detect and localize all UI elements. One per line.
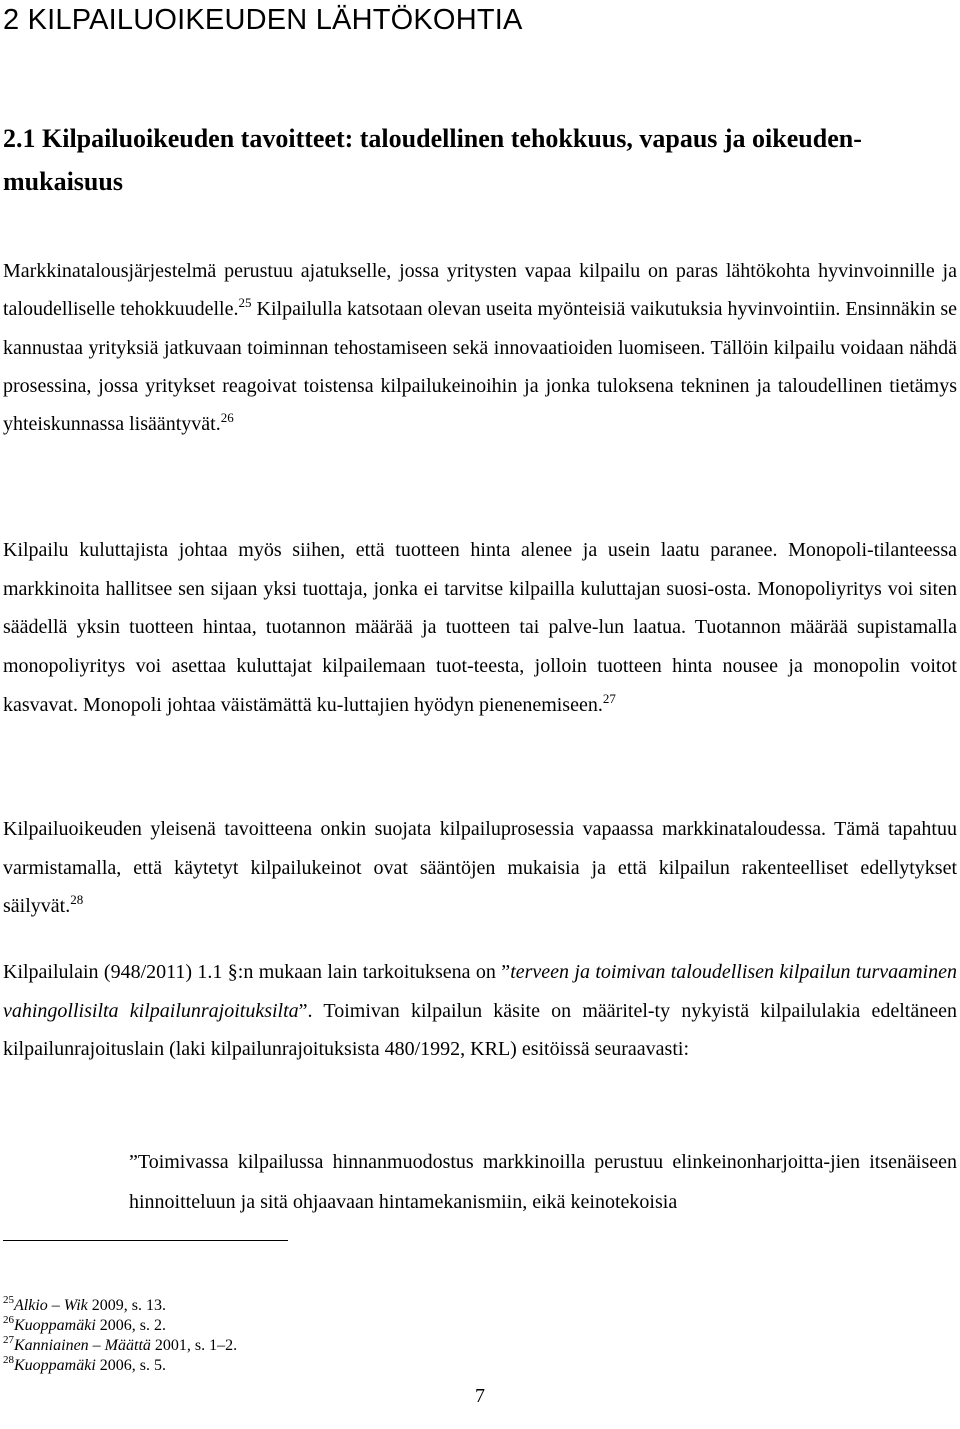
footnote-item bbox=[3, 1316, 237, 1336]
paragraph-text: Markkinatalousjärjestelmä perustuu ajatukselle, jossa yritysten vapaa kilpailu on paras lähtökohta hyvinvoinnille ja taloudelliselle tehokkuudelle. bbox=[3, 260, 957, 321]
page-number: 7 bbox=[475, 1385, 485, 1407]
footnote-number: 26 bbox=[3, 1314, 14, 1326]
paragraph-text: ”. Toimivan kilpailun käsite on määritel-ty nykyistä kilpailulakia edeltäneen kilpailunrajoituslain (laki kilpailunrajoituksista 480/1992, KRL) esitöissä seuraavasti: bbox=[3, 999, 957, 1060]
footnote-list bbox=[3, 1296, 237, 1376]
footnote-divider bbox=[3, 1240, 288, 1241]
paragraph-objective bbox=[3, 810, 957, 926]
footnote-source: 2006, s. 2. bbox=[95, 1317, 167, 1334]
paragraph-text: Kilpailulain (948/2011) 1.1 §:n mukaan lain tarkoituksena on ” bbox=[3, 961, 511, 983]
footnote-item bbox=[3, 1296, 237, 1316]
footnote-ref[interactable]: 25 bbox=[238, 295, 252, 311]
footnote-number: 27 bbox=[3, 1334, 14, 1346]
footnote-ref[interactable]: 27 bbox=[602, 690, 616, 706]
footnote-source: 2006, s. 5. bbox=[95, 1357, 167, 1374]
paragraph-monopoly bbox=[3, 531, 957, 725]
footnote-author: Kuoppamäki bbox=[14, 1317, 96, 1334]
paragraph-welfare bbox=[3, 252, 957, 443]
chapter-title: 2 KILPAILUOIKEUDEN LÄHTÖKOHTIA bbox=[3, 4, 523, 36]
law-citation: terveen ja toimivan taloudellisen kilpailun turvaaminen vahingollisilta kilpailunrajoituksilta bbox=[3, 961, 957, 1022]
footnote-author: Alkio – Wik bbox=[14, 1297, 88, 1314]
paragraph-text: Kilpailu kuluttajista johtaa myös siihen, että tuotteen hinta alenee ja usein laatu paranee. Monopoli-tilanteessa markkinoita hallitsee sen sijaan yksi tuottaja, jonka ei tarvitse kilpailla kuluttajan suosi-osta. Monopoliyritys voi siten säädellä yksin tuotteen hintaa, tuotannon määrää ja tuotteen tai palve-lun laatua. Tuotannon määrää supistamalla monopoliyritys voi asettaa kuluttajat kilpailemaan tuot-teesta, jolloin tuotteen hinta nousee ja monopolin voitot kasvavat. Monopoli johtaa väistämättä ku-luttajien hyödyn pienenemiseen. bbox=[3, 539, 957, 716]
footnote-number: 25 bbox=[3, 1294, 14, 1306]
footnote-author: Kanniainen – Määttä bbox=[14, 1337, 151, 1354]
footnote-item bbox=[3, 1336, 237, 1356]
footnote-source: 2009, s. 13. bbox=[87, 1297, 166, 1314]
footnote-ref[interactable]: 28 bbox=[70, 892, 84, 907]
paragraph-text: Kilpailulla katsotaan olevan useita myönteisiä vaikutuksia hyvinvointiin. Ensinnäkin se kannustaa yrityksiä jatkuvaan toiminnan tehostamiseen sekä innovaatioiden luomiseen. Tällöin kilpailu voidaan nähdä prosessina, jossa yritykset reagoivat toistensa kilpailukeinoihin ja jonka tuloksena tekninen ja taloudellinen tietämys yhteiskunnassa lisääntyvät. bbox=[3, 298, 957, 436]
footnote-item bbox=[3, 1356, 237, 1376]
section-title: 2.1 Kilpailuoikeuden tavoitteet: taloudellinen tehokkuus, vapaus ja oikeuden-mukaisuus bbox=[3, 124, 862, 196]
paragraph-text: Kilpailuoikeuden yleisenä tavoitteena onkin suojata kilpailuprosessia vapaassa markkinataloudessa. Tämä tapahtuu varmistamalla, että käytetyt kilpailukeinot ovat sääntöjen mukaisia ja että kilpailun rakenteelliset edellytykset säilyvät. bbox=[3, 818, 957, 917]
footnote-author: Kuoppamäki bbox=[14, 1357, 96, 1374]
footnote-source: 2001, s. 1–2. bbox=[150, 1337, 238, 1354]
footnote-number: 28 bbox=[3, 1354, 14, 1366]
paragraph-competition-act bbox=[3, 953, 957, 1069]
block-quote: ”Toimivassa kilpailussa hinnanmuodostus markkinoilla perustuu elinkeinonharjoitta-jien itsenäiseen hinnoitteluun ja sitä ohjaavaan hintamekanismiin, eikä keinotekoisia bbox=[129, 1151, 957, 1213]
footnote-ref[interactable]: 26 bbox=[220, 410, 234, 426]
